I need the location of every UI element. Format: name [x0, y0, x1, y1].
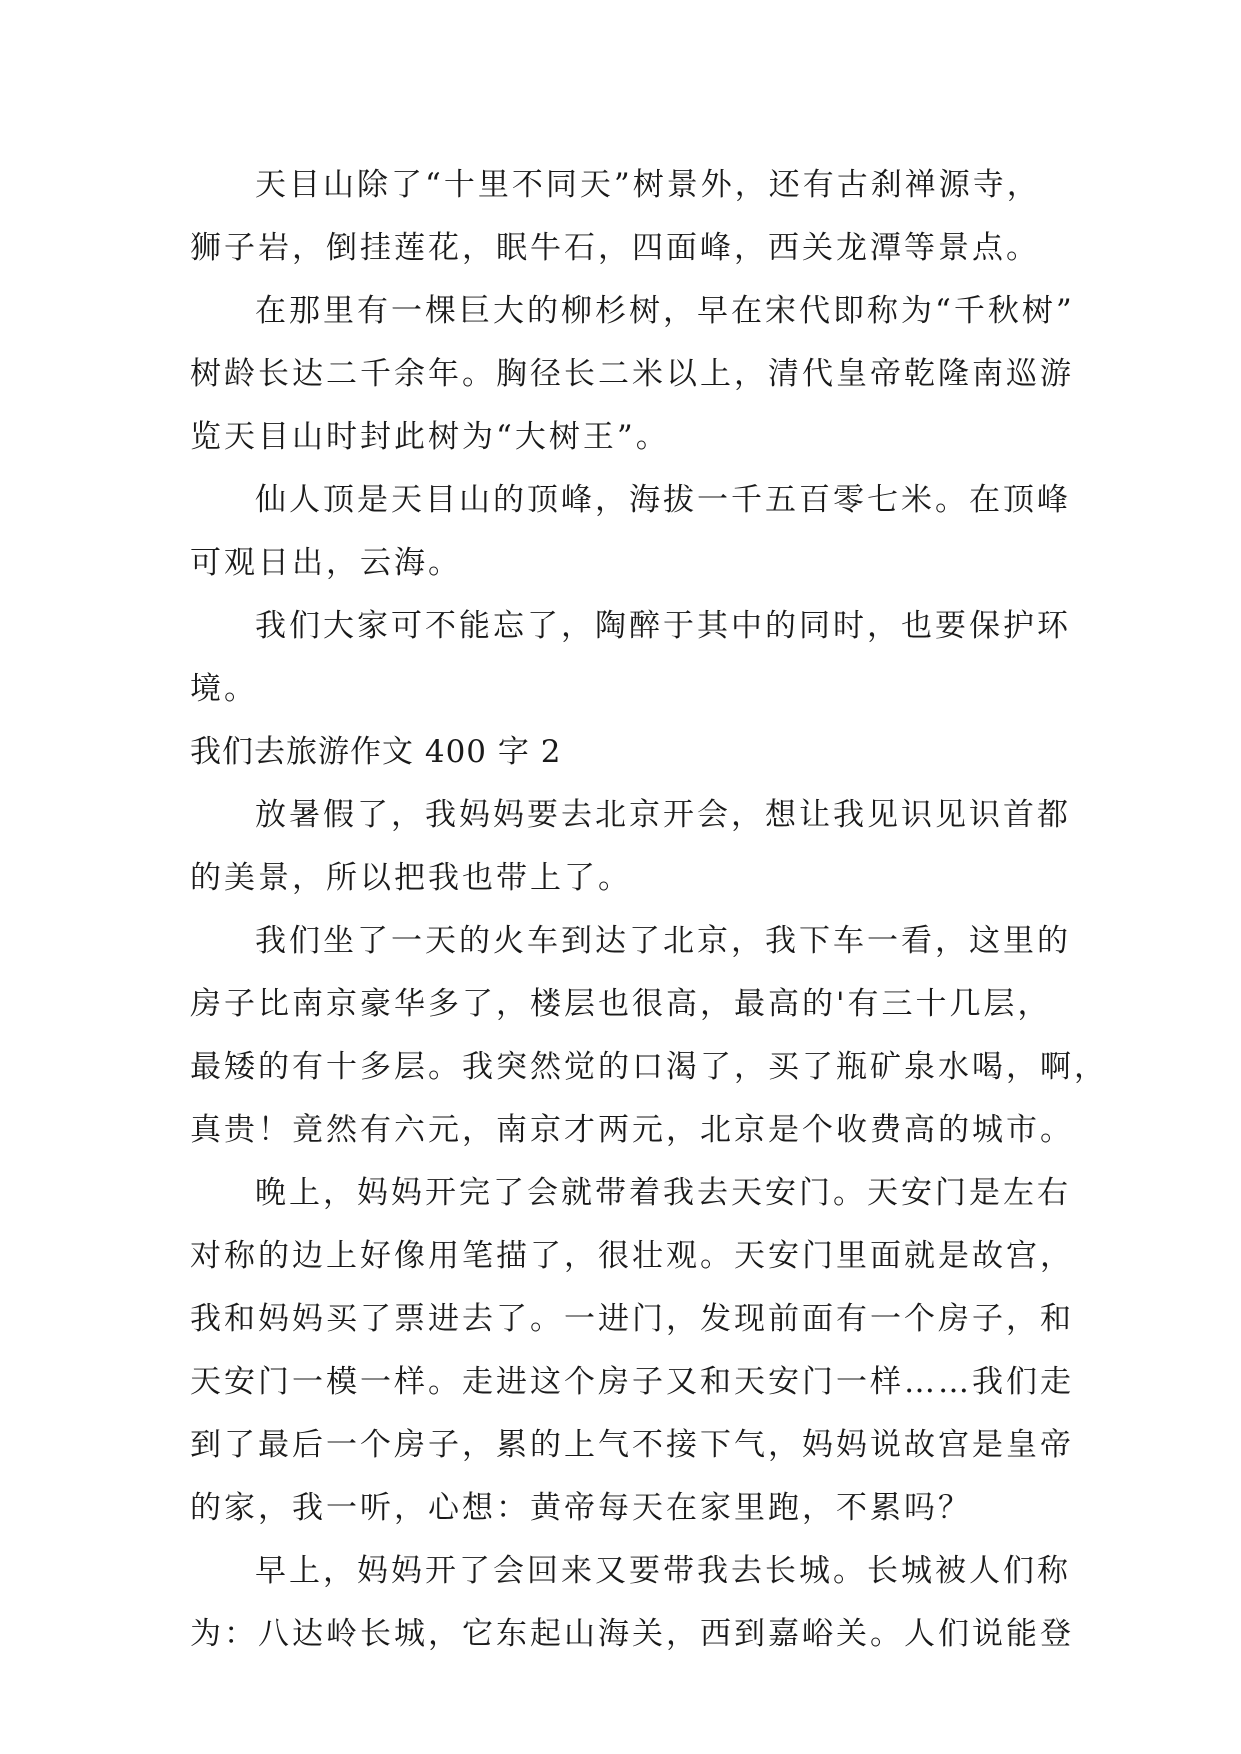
text-line: 仙人顶是天目山的顶峰，海拔一千五百零七米。在顶峰	[255, 482, 1071, 518]
text-line: 狮子岩，倒挂莲花，眠牛石，四面峰，西关龙潭等景点。	[190, 230, 1040, 266]
text-line: 为：八达岭长城，它东起山海关，西到嘉峪关。人们说能登	[190, 1616, 1074, 1652]
section-heading: 我们去旅游作文 400 字 2	[190, 734, 562, 770]
text-line: 放暑假了，我妈妈要去北京开会，想让我见识见识首都	[255, 797, 1071, 833]
text-line: 天安门一模一样。走进这个房子又和天安门一样……我们走	[190, 1364, 1074, 1400]
text-line: 树龄长达二千余年。胸径长二米以上，清代皇帝乾隆南巡游	[190, 356, 1074, 392]
text-line: 的家，我一听，心想：黄帝每天在家里跑，不累吗？	[190, 1490, 972, 1526]
text-line: 境。	[190, 671, 258, 707]
text-line: 房子比南京豪华多了，楼层也很高，最高的'有三十几层，	[190, 986, 1052, 1022]
text-line: 早上，妈妈开了会回来又要带我去长城。长城被人们称	[255, 1553, 1071, 1589]
text-line: 的美景，所以把我也带上了。	[190, 860, 632, 896]
text-line: 最矮的有十多层。我突然觉的口渴了，买了瓶矿泉水喝，啊，	[190, 1049, 1108, 1085]
text-line: 真贵！竟然有六元，南京才两元，北京是个收费高的城市。	[190, 1112, 1074, 1148]
text-line: 我们大家可不能忘了，陶醉于其中的同时，也要保护环	[255, 608, 1071, 644]
text-line: 对称的边上好像用笔描了，很壮观。天安门里面就是故宫，	[190, 1238, 1074, 1274]
text-line: 我和妈妈买了票进去了。一进门，发现前面有一个房子，和	[190, 1301, 1074, 1337]
text-line: 晚上，妈妈开完了会就带着我去天安门。天安门是左右	[255, 1175, 1071, 1211]
text-line: 我们坐了一天的火车到达了北京，我下车一看，这里的	[255, 923, 1071, 959]
text-line: 天目山除了“十里不同天”树景外，还有古刹禅源寺，	[255, 167, 1041, 203]
text-line: 在那里有一棵巨大的柳杉树，早在宋代即称为“千秋树”	[255, 293, 1075, 329]
text-line: 览天目山时封此树为“大树王”。	[190, 419, 670, 455]
text-line: 可观日出，云海。	[190, 545, 462, 581]
text-line: 到了最后一个房子，累的上气不接下气，妈妈说故宫是皇帝	[190, 1427, 1074, 1463]
